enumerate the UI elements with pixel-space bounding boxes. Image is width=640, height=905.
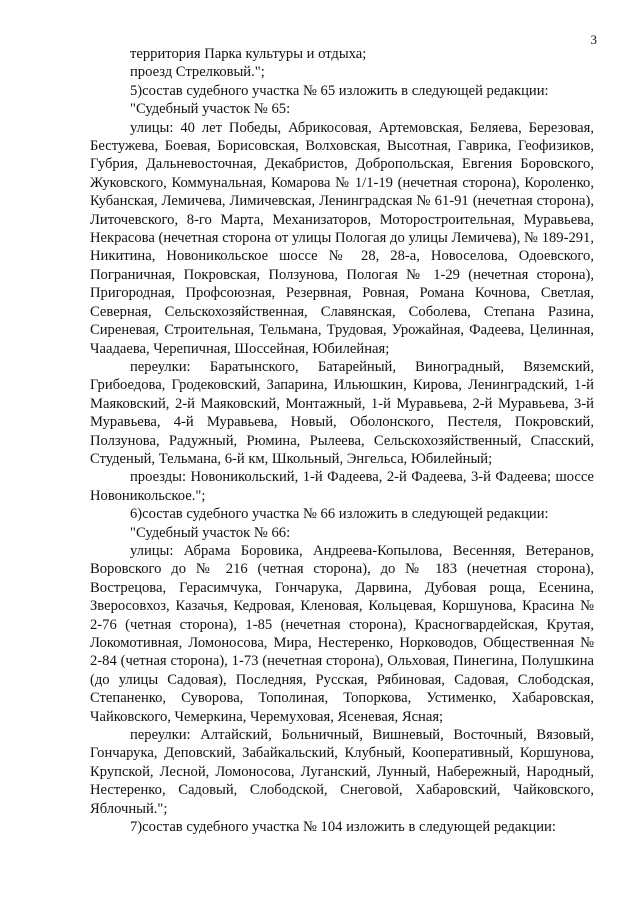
paragraph: переулки: Баратынского, Батарейный, Виноградный, Вяземский, Грибоедова, Гродековский, Запарина, Ильюшкин, Кирова, Ленинградский, 1-й Маяковский, 2-й Маяковский, Монтажный, 1-й Муравьева, 2-й Муравьева, 3-й Муравьева, 4-й Муравьева, Новый, Оболонского, Пестеля, Покровский, Ползунова, Радужный, Рюмина, Рылеева, Сельскохозяйственный, Спасский, Студеный, Тельмана, 6-й км, Школьный, Энгельса, Юбилейный; bbox=[90, 358, 594, 467]
paragraph: 5)состав судебного участка № 65 изложить в следующей редакции: bbox=[130, 82, 549, 99]
paragraph: улицы: Абрама Боровика, Андреева-Копылова, Весенняя, Ветеранов, Воровского до № 216 (четная сторона), до № 183 (нечетная сторона), Вострецова, Герасимчука, Гончарука, Дарвина, Дубовая роща, Есенина, Зверосовхоз, Казачья, Кедровая, Кленовая, Кольцевая, Коршунова, Красина № 2-76 (четная сторона), 1-85 (нечетная сторона), Красногвардейская, Крутая, Локомотивная, Ломоносова, Мира, Нестеренко, Норководов, Общественная № 2-84 (четная сторона), 1-73 (нечетная сторона), Ольховая, Пинегина, Полушкина (до улицы Садовая), Последняя, Русская, Рябиновая, Садовая, Слободская, Степаненко, Суворова, Тополиная, Топоркова, Устименко, Хабаровская, Чайковского, Чемеркина, Черемуховая, Ясеневая, Ясная; bbox=[90, 542, 594, 725]
paragraph: улицы: 40 лет Победы, Абрикосовая, Артемовская, Беляева, Березовая, Бестужева, Боевая, Борисовская, Волховская, Высотная, Гаврика, Геофизиков, Губрия, Дальневосточная, Декабристов, Добропольская, Евгения Боровского, Жуковского, Коммунальная, Комарова № 1/1-19 (нечетная сторона), Короленко, Кубанская, Лемичева, Лимичевская, Ленинградская № 61-91 (нечетная сторона), Литочевского, 8-го Марта, Механизаторов, Моторостроительная, Муравьева, Некрасова (нечетная сторона от улицы Пологая до улицы Лемичева), № 189-291, Никитина, Новоникольское шоссе № 28, 28-а, Новоселова, Одоевского, Пограничная, Покровская, Ползунова, Пологая № 1-29 (нечетная сторона), Пригородная, Профсоюзная, Резервная, Ровная, Романа Кочнова, Светлая, Северная, Сельскохозяйственная, Славянская, Соболева, Степана Разина, Сиреневая, Строительная, Тельмана, Трудовая, Урожайная, Фадеева, Целинная, Чаадаева, Черепичная, Шоссейная, Юбилейная; bbox=[90, 119, 594, 357]
paragraph: 7)состав судебного участка № 104 изложить в следующей редакции: bbox=[130, 819, 556, 836]
paragraph: 6)состав судебного участка № 66 изложить в следующей редакции: bbox=[130, 506, 549, 523]
document-body bbox=[90, 45, 594, 836]
paragraph: "Судебный участок № 66: bbox=[130, 524, 291, 541]
paragraph: "Судебный участок № 65: bbox=[130, 101, 291, 118]
paragraph: территория Парка культуры и отдыха; bbox=[130, 46, 367, 62]
paragraph: переулки: Алтайский, Больничный, Вишневый, Восточный, Вязовый, Гончарука, Деповский, Забайкальский, Клубный, Кооперативный, Коршунова, Крупской, Лесной, Ломоносова, Луганский, Лунный, Набережный, Народный, Нестеренко, Садовый, Слободской, Снеговой, Хабаровский, Чайковского, Яблочный."; bbox=[90, 727, 594, 817]
paragraph: проезды: Новоникольский, 1-й Фадеева, 2-й Фадеева, 3-й Фадеева; шоссе Новоникольское."; bbox=[90, 469, 594, 504]
paragraph: проезд Стрелковый."; bbox=[130, 64, 265, 81]
page-number: 3 bbox=[590, 32, 597, 47]
